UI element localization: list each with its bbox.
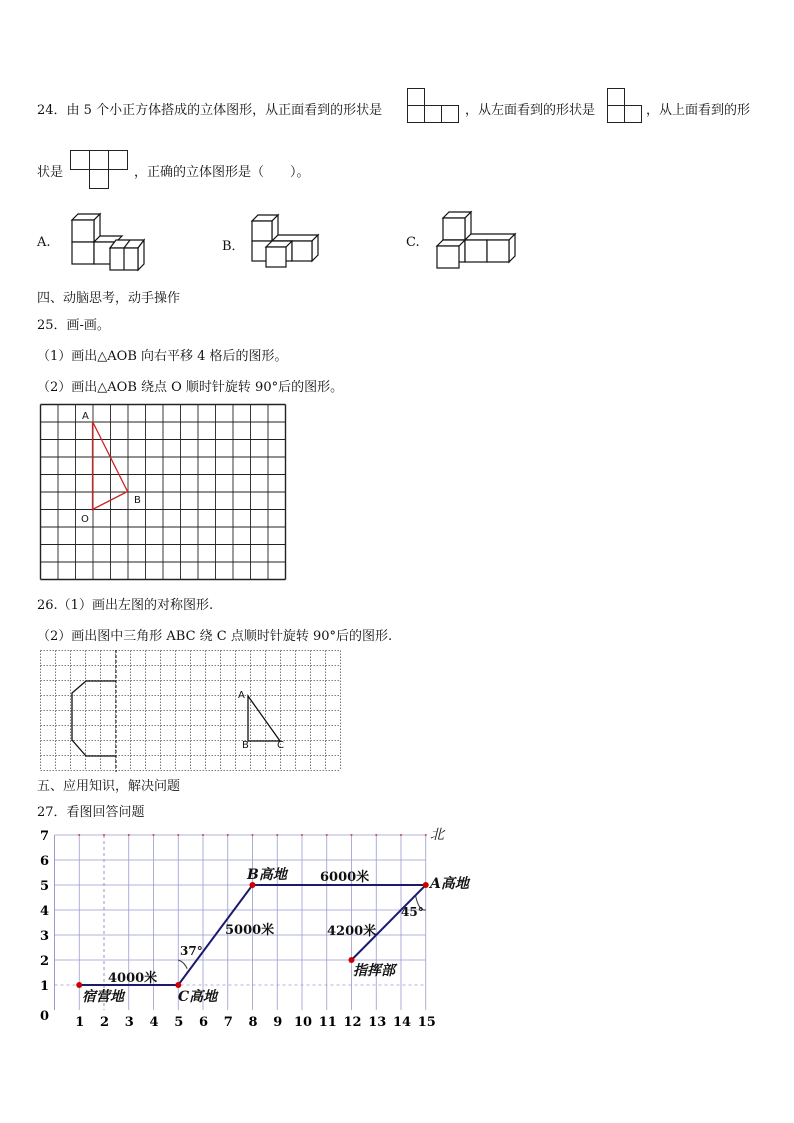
x-tick-label: 14 xyxy=(393,1015,412,1030)
q25-triangle-aob xyxy=(40,404,288,582)
x-tick-label: 9 xyxy=(273,1015,283,1030)
dist-4000: 4000米 xyxy=(108,971,158,986)
y-tick-label: 2 xyxy=(40,954,50,969)
option-b-label: B． xyxy=(222,239,245,254)
q26-label-b: B xyxy=(242,740,249,751)
x-tick-label: 6 xyxy=(199,1015,209,1030)
y-tick-label: 1 xyxy=(40,979,50,994)
angle-37-arc xyxy=(178,960,187,969)
q24-line1c: ，从上面看到的形 xyxy=(646,103,751,118)
x-tick-label: 13 xyxy=(368,1015,387,1030)
b-high-label: B高地 xyxy=(247,867,287,883)
x-tick-label: 10 xyxy=(294,1015,313,1030)
x-tick-label: 8 xyxy=(248,1015,258,1030)
q25-label-a: A xyxy=(82,411,89,422)
q25-title: 25．画-画。 xyxy=(37,318,110,333)
y-tick-label: 7 xyxy=(40,829,50,844)
north-label: 北 xyxy=(430,827,444,843)
q26-figures xyxy=(40,650,342,772)
suyin-label: 宿营地 xyxy=(82,989,124,1005)
a-high-label: A高地 xyxy=(430,876,469,892)
q26-label-a: A xyxy=(238,690,245,701)
y-tick-label: 6 xyxy=(40,854,50,869)
q24-line2b: ，正确的立体图形是（ ）。 xyxy=(134,165,310,180)
option-b-cubes xyxy=(248,213,324,271)
q26-sub2: （2）画出图中三角形 ABC 绕 C 点顺时针旋转 90°后的图形. xyxy=(37,629,393,644)
command-label: 指挥部 xyxy=(353,963,395,979)
q24-line2a: 状是 xyxy=(37,165,64,180)
q24-line1a: 24．由 5 个小正方体搭成的立体图形，从正面看到的形状是 xyxy=(37,103,383,118)
x-tick-label: 0 xyxy=(40,1009,50,1024)
dist-5000: 5000米 xyxy=(225,923,275,938)
y-tick-label: 4 xyxy=(40,904,50,919)
angle-45: 45° xyxy=(401,905,424,919)
x-tick-label: 11 xyxy=(318,1015,337,1030)
y-tick-label: 5 xyxy=(40,879,50,894)
y-tick-label: 3 xyxy=(40,929,50,944)
q25-sub1: （1）画出△AOB 向右平移 4 格后的图形。 xyxy=(37,349,288,364)
q26-label-c: C xyxy=(277,740,284,751)
left-view-figure xyxy=(607,88,643,125)
section-5-heading: 五、应用知识，解决问题 xyxy=(37,779,181,794)
q27-title: 27．看图回答问题 xyxy=(37,805,145,820)
option-a-label: A. xyxy=(37,235,51,250)
q26-sub1: 26.（1）画出左图的对称图形. xyxy=(37,598,214,613)
option-c-label: C. xyxy=(406,235,420,250)
q24-line1b: ，从左面看到的形状是 xyxy=(465,103,596,118)
q25-label-b: B xyxy=(134,495,141,506)
c-high-label: C高地 xyxy=(178,989,218,1005)
x-tick-label: 2 xyxy=(100,1015,110,1030)
option-c-cubes xyxy=(433,210,519,272)
front-view-figure xyxy=(407,88,461,125)
x-tick-label: 15 xyxy=(417,1015,436,1030)
q25-label-o: O xyxy=(81,514,89,525)
x-tick-label: 12 xyxy=(343,1015,362,1030)
option-a-cubes xyxy=(68,210,150,272)
top-view-figure xyxy=(70,150,130,190)
point-a-high xyxy=(423,882,429,888)
x-tick-label: 3 xyxy=(124,1015,134,1030)
section-4-heading: 四、动脑思考，动手操作 xyxy=(37,291,181,306)
x-tick-label: 4 xyxy=(149,1015,159,1030)
q25-sub2: （2）画出△AOB 绕点 O 顺时针旋转 90°后的图形。 xyxy=(37,380,344,395)
x-tick-label: 1 xyxy=(75,1015,85,1030)
x-tick-label: 7 xyxy=(223,1015,233,1030)
angle-37: 37° xyxy=(180,944,203,958)
x-tick-label: 5 xyxy=(174,1015,184,1030)
dist-4200: 4200米 xyxy=(327,924,377,939)
dist-6000: 6000米 xyxy=(320,870,370,885)
